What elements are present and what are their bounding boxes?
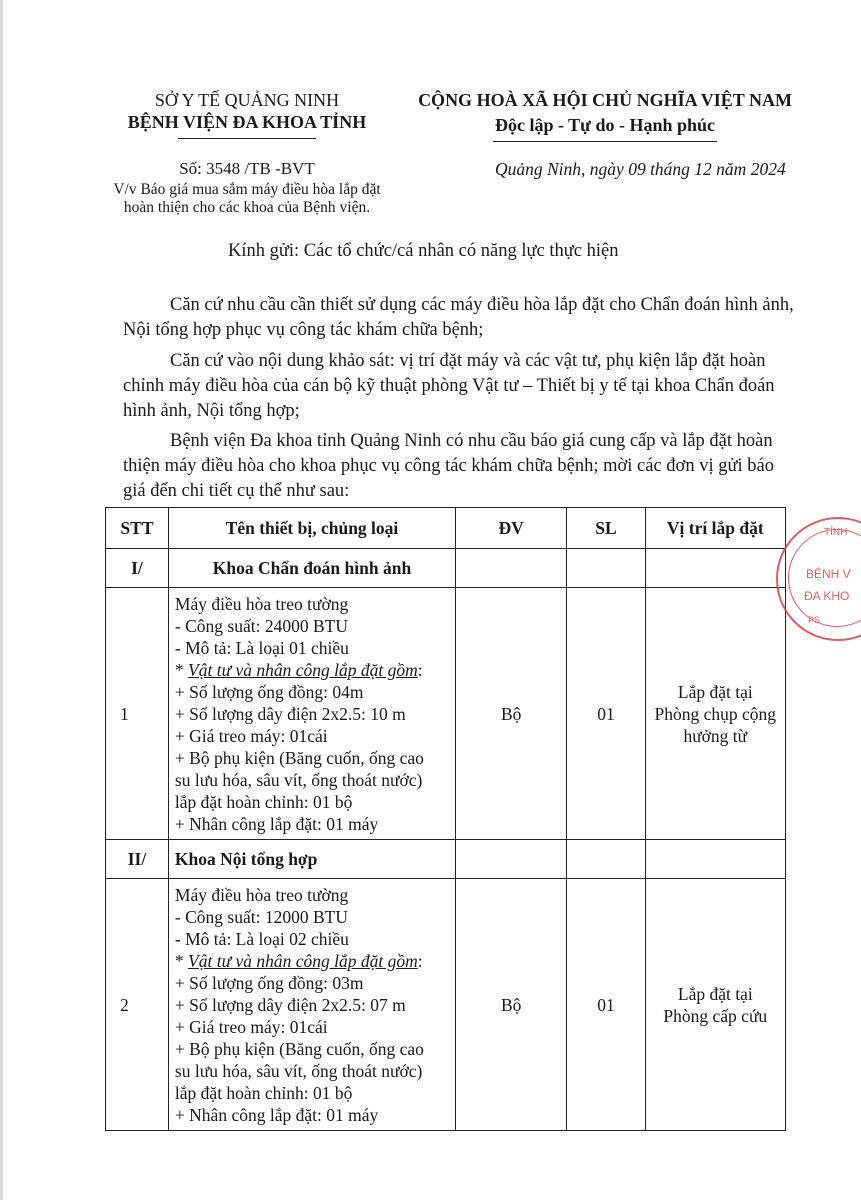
material-line: + Giá treo máy: 01cái (174, 1016, 328, 1037)
empty-cell (645, 549, 785, 588)
material-line: + Số lượng ống đồng: 04m (174, 681, 364, 702)
scan-edge (0, 0, 3, 1200)
paragraph-2-block (123, 349, 801, 424)
item-unit: Bộ (456, 588, 567, 840)
equipment-table (105, 507, 786, 1131)
subject-line-1: V/v Báo giá mua sắm máy điều hòa lắp đặt (113, 181, 381, 198)
item-unit: Bộ (456, 879, 567, 1131)
header-left-underline (178, 138, 316, 139)
item-desc: - Mô tả: Là loại 02 chiều (174, 928, 349, 949)
location-line: Phòng chụp cộng (654, 703, 777, 724)
seal-text: BỆNH V (806, 567, 851, 581)
header-unit: ĐV (456, 508, 567, 549)
header-location: Vị trí lắp đặt (645, 508, 785, 549)
material-line: su lưu hóa, sâu vít, ống thoát nước) (174, 1060, 423, 1081)
materials-heading (175, 950, 449, 972)
table-header-row (106, 508, 786, 549)
materials-label: Vật tư và nhân công lắp đặt gồm (188, 950, 418, 971)
paragraph-2: Căn cứ vào nội dung khảo sát: vị trí đặt máy và các vật tư, phụ kiện lắp đặt hoàn chỉnh máy điều hòa của cán bộ kỹ thuật phòng Vật tư – Thiết bị y tế tại khoa Chẩn đoán hình ảnh, Nội tổng hợp; (123, 351, 775, 421)
section-code: II/ (106, 840, 169, 879)
seal-text: PS (808, 615, 821, 625)
material-line: + Số lượng ống đồng: 03m (174, 972, 364, 993)
item-capacity: - Công suất: 12000 BTU (174, 906, 348, 927)
item-title: Máy điều hòa treo tường (174, 593, 349, 614)
header-name: Tên thiết bị, chủng loại (168, 508, 455, 549)
material-line: + Nhân công lắp đặt: 01 máy (174, 1104, 379, 1125)
materials-prefix: * (174, 659, 189, 680)
item-location (645, 588, 785, 840)
material-line: + Nhân công lắp đặt: 01 máy (174, 813, 379, 834)
table-row (106, 879, 786, 1131)
material-line: lắp đặt hoàn chỉnh: 01 bộ (174, 1082, 353, 1103)
section-name: Khoa Nội tổng hợp (168, 840, 455, 879)
item-capacity: - Công suất: 24000 BTU (174, 615, 348, 636)
empty-cell (456, 549, 567, 588)
header-hospital: BỆNH VIỆN ĐA KHOA TỈNH (127, 112, 367, 132)
material-line: + Số lượng dây điện 2x2.5: 07 m (174, 994, 406, 1015)
subject-line-2: hoàn thiện cho các khoa của Bệnh viện. (123, 199, 371, 216)
recipient-line: Kính gửi: Các tổ chức/cá nhân có năng lực thực hiện (228, 241, 619, 261)
document-number: Số: 3548 /TB -BVT (179, 159, 315, 178)
paragraph-1-block (123, 293, 801, 343)
item-qty: 01 (567, 588, 645, 840)
table-row (106, 588, 786, 840)
materials-heading (175, 659, 449, 681)
empty-cell (567, 549, 645, 588)
header-qty: SL (567, 508, 645, 549)
header-motto: Độc lập - Tự do - Hạnh phúc (494, 115, 716, 135)
section-row (106, 840, 786, 879)
empty-cell (645, 840, 785, 879)
material-line: + Bộ phụ kiện (Băng cuốn, ống cao (174, 747, 424, 768)
paragraph-3-block (123, 429, 801, 504)
materials-label: Vật tư và nhân công lắp đặt gồm (188, 659, 418, 680)
materials-suffix: : (417, 950, 423, 971)
materials-prefix: * (174, 950, 189, 971)
material-line: su lưu hóa, sâu vít, ống thoát nước) (174, 769, 423, 790)
header-agency: SỞ Y TẾ QUẢNG NINH (154, 90, 340, 110)
location-line: hưởng từ (683, 725, 748, 746)
empty-cell (567, 840, 645, 879)
item-desc: - Mô tả: Là loại 01 chiều (174, 637, 349, 658)
materials-suffix: : (417, 659, 423, 680)
hospital-seal (776, 517, 861, 641)
paragraph-1: Căn cứ nhu cầu cần thiết sử dụng các máy điều hòa lắp đặt cho Chẩn đoán hình ảnh, Nội tổng hợp phục vụ công tác khám chữa bệnh; (123, 295, 794, 340)
item-qty: 01 (567, 879, 645, 1131)
seal-text: ĐA KHO (804, 589, 850, 603)
item-stt: 1 (106, 588, 169, 840)
document-date: Quảng Ninh, ngày 09 tháng 12 năm 2024 (495, 159, 786, 179)
section-name: Khoa Chẩn đoán hình ảnh (168, 549, 455, 588)
paragraph-3: Bệnh viện Đa khoa tỉnh Quảng Ninh có nhu cầu báo giá cung cấp và lắp đặt hoàn thiện máy điều hòa cho khoa phục vụ công tác khám chữa bệnh; mời các đơn vị gửi báo giá đến chi tiết cụ thể như sau: (123, 431, 774, 501)
material-line: + Số lượng dây điện 2x2.5: 10 m (174, 703, 406, 724)
location-line: Lắp đặt tại (677, 983, 753, 1004)
item-location (645, 879, 785, 1131)
material-line: lắp đặt hoàn chỉnh: 01 bộ (174, 791, 353, 812)
item-title: Máy điều hòa treo tường (174, 884, 349, 905)
header-stt: STT (106, 508, 169, 549)
header-right-underline (493, 141, 717, 142)
item-stt: 2 (106, 879, 169, 1131)
location-line: Lắp đặt tại (677, 681, 753, 702)
material-line: + Giá treo máy: 01cái (174, 725, 328, 746)
header-country: CỘNG HOÀ XÃ HỘI CHỦ NGHĨA VIỆT NAM (418, 90, 792, 110)
item-description (168, 588, 455, 840)
item-description (168, 879, 455, 1131)
section-row (106, 549, 786, 588)
location-line: Phòng cấp cứu (663, 1005, 768, 1026)
seal-text: TỈNH (824, 527, 848, 538)
empty-cell (456, 840, 567, 879)
material-line: + Bộ phụ kiện (Băng cuốn, ống cao (174, 1038, 424, 1059)
section-code: I/ (106, 549, 169, 588)
